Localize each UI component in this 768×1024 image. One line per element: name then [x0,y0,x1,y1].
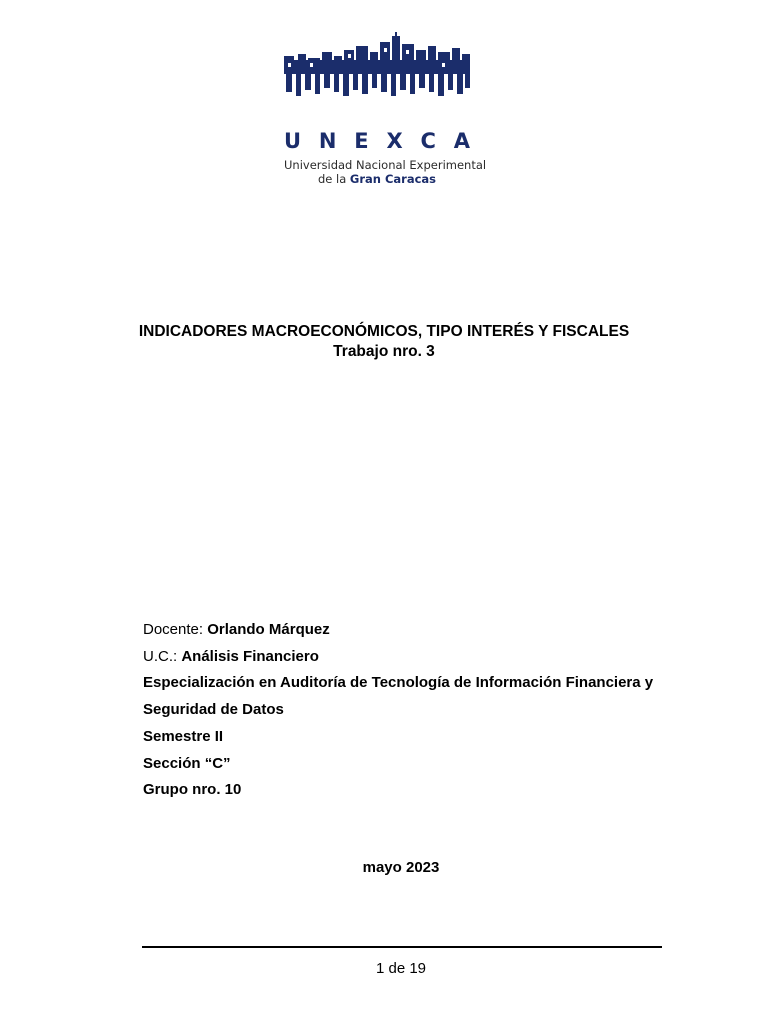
docente-value: Orlando Márquez [207,621,330,638]
especializacion-text-2: Seguridad de Datos [143,701,284,719]
skyline-icon [284,32,470,128]
document-title-block [0,322,768,362]
uc-value: Análisis Financiero [181,647,319,665]
grupo-row [143,777,683,804]
logo-letter: U [284,129,302,153]
logo-letter: N [318,129,337,153]
semestre-row [143,724,683,751]
page-number: 1 de 19 [375,960,427,977]
grupo-text: Grupo nro. 10 [143,781,242,799]
especializacion-text-1: Especialización en Auditoría de Tecnología de Información Financiera y [143,674,654,692]
document-date: mayo 2023 [362,859,440,876]
logo-line2-bold: Gran Caracas [349,172,437,186]
uc-row [143,644,683,671]
logo-letter: C [420,129,436,153]
document-subtitle: Trabajo nro. 3 [333,343,435,360]
especializacion-line1 [143,670,683,697]
semestre-text: Semestre II [143,727,224,745]
logo-university-name-line2 [284,172,470,186]
uc-label: U.C.: [143,647,178,665]
document-info-block [143,617,683,804]
logo-university-name: Universidad Nacional Experimental [284,158,487,172]
docente-row [143,617,683,644]
logo-letter: A [453,129,470,153]
seccion-text: Sección “C” [143,754,231,772]
seccion-row [143,751,683,778]
footer-divider [142,946,662,948]
docente-label: Docente: [143,621,204,638]
especializacion-line2 [143,697,683,724]
logo-acronym [284,129,470,153]
logo-line2-prefix: de la [317,172,347,186]
document-title: INDICADORES MACROECONÓMICOS, TIPO INTERÉS Y FISCALES [138,323,630,340]
logo-letter: X [386,129,403,153]
logo-letter: E [354,129,369,153]
university-logo [284,32,487,186]
